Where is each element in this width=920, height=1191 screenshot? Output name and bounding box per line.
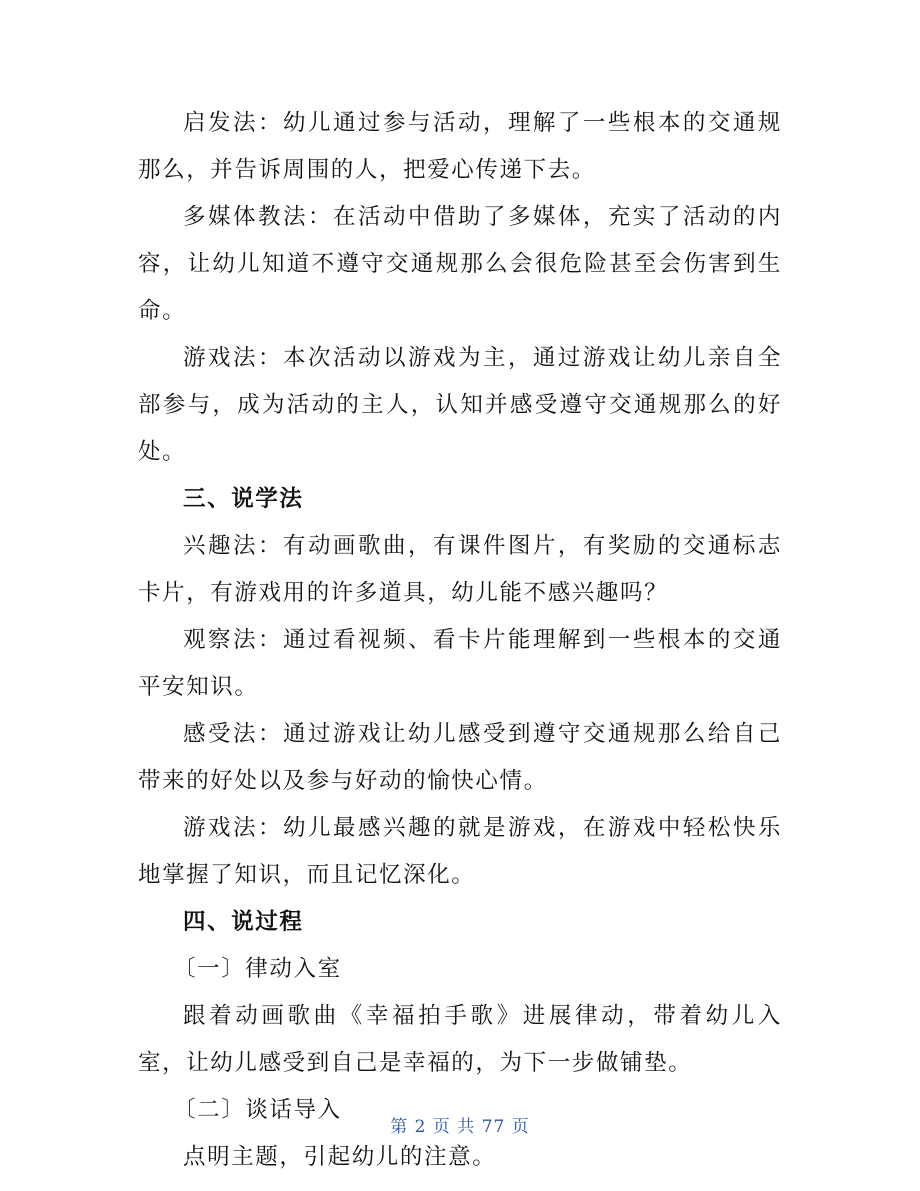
subheading-conversation-intro: 〔二〕谈话导入 [173,1097,342,1123]
paragraph-game-learning-method: 游戏法：幼儿最感兴趣的就是游戏，在游戏中轻松快乐地掌握了知识，而且记忆深化。 [138,815,782,888]
paragraph-conversation-intro: 点明主题，引起幼儿的注意。 [183,1144,497,1170]
paragraph-interest-method: 兴趣法：有动画歌曲，有课件图片，有奖励的交通标志卡片，有游戏用的许多道具，幼儿能不感兴趣吗？ [138,533,782,606]
section-heading-process: 四、说过程 [183,909,304,935]
paragraph-observation-method: 观察法：通过看视频、看卡片能理解到一些根本的交通平安知识。 [138,627,782,700]
page-number-footer: 第 2 页 共 77 页 [390,1117,530,1137]
paragraph-rhythm-entry: 跟着动画歌曲《幸福拍手歌》进展律动，带着幼儿入室，让幼儿感受到自己是幸福的，为下一步做铺垫。 [138,1003,782,1076]
paragraph-feeling-method: 感受法：通过游戏让幼儿感受到遵守交通规那么给自己带来的好处以及参与好动的愉快心情。 [138,721,782,794]
subheading-rhythm-entry: 〔一〕律动入室 [173,956,342,982]
paragraph-heuristic-method: 启发法：幼儿通过参与活动，理解了一些根本的交通规那么，并告诉周围的人，把爱心传递下去。 [138,110,782,183]
section-heading-learning-methods: 三、说学法 [183,486,304,512]
paragraph-game-method: 游戏法：本次活动以游戏为主，通过游戏让幼儿亲自全部参与，成为活动的主人，认知并感受遵守交通规那么的好处。 [138,345,782,465]
paragraph-multimedia-method: 多媒体教法：在活动中借助了多媒体，充实了活动的内容，让幼儿知道不遵守交通规那么会很危险甚至会伤害到生命。 [138,204,782,324]
